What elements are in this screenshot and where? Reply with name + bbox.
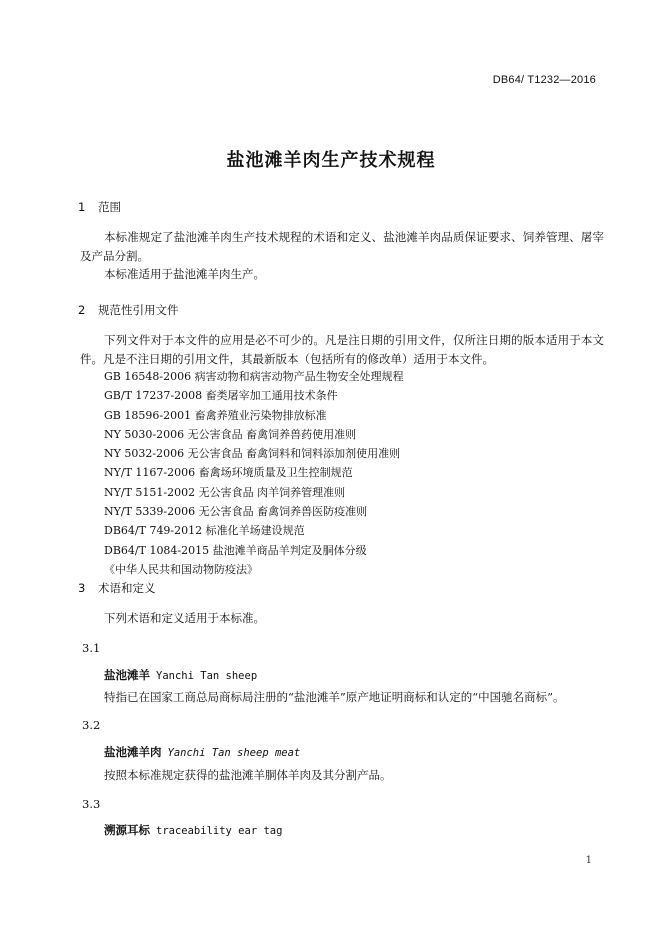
- reference-item: NY/T 5151-2002 无公害食品 肉羊饲养管理准则: [104, 485, 346, 499]
- section-1-heading: [78, 199, 121, 215]
- section-3-paragraph-1: 下列术语和定义适用于本标准。: [104, 611, 265, 625]
- section-2-heading: [78, 302, 179, 318]
- section-2-title: 规范性引用文件: [98, 303, 179, 317]
- clause-3-1-definition: 特指已在国家工商总局商标局注册的“盐池滩羊”原产地证明商标和认定的“中国驰名商标”。: [104, 690, 565, 704]
- clause-3-2-term: [104, 744, 300, 760]
- reference-item: NY 5030-2006 无公害食品 畜禽饲养兽药使用准则: [104, 427, 357, 441]
- clause-3-2-term-chinese: 盐池滩羊肉: [104, 745, 162, 759]
- document-code: DB64/ T1232—2016: [492, 74, 596, 86]
- clause-3-1-term-english: Yanchi Tan sheep: [156, 670, 258, 682]
- reference-item: GB 18596-2001 畜禽养殖业污染物排放标准: [104, 408, 327, 422]
- reference-item: NY/T 1167-2006 畜禽场环境质量及卫生控制规范: [104, 466, 353, 480]
- section-1-title: 范围: [98, 200, 121, 214]
- reference-item: NY 5032-2006 无公害食品 畜禽饲料和饲料添加剂使用准则: [104, 447, 401, 461]
- normative-reference-list: [104, 367, 404, 579]
- document-title: 盐池滩羊肉生产技术规程: [226, 150, 436, 171]
- section-1-paragraph-2: 本标准适用于盐池滩羊肉生产。: [104, 267, 265, 281]
- section-3-heading: [78, 580, 156, 596]
- clause-3-1-number: 3.1: [82, 641, 101, 655]
- reference-item: GB/T 17237-2008 畜类屠宰加工通用技术条件: [104, 389, 338, 403]
- section-1-number: 1: [78, 200, 86, 214]
- section-2-paragraph-1: 下列文件对于本文件的应用是必不可少的。凡是注日期的引用文件，仅所注日期的版本适用于本文件。凡是不注日期的引用文件，其最新版本（包括所有的修改单）适用于本文件。: [80, 333, 604, 366]
- clause-3-1-term-chinese: 盐池滩羊: [104, 668, 150, 682]
- reference-item: NY/T 5339-2006 无公害食品 畜禽饲养兽医防疫准则: [104, 505, 368, 519]
- clause-3-1-term: [104, 667, 257, 683]
- section-1-paragraph-1: 本标准规定了盐池滩羊肉生产技术规程的术语和定义、盐池滩羊肉品质保证要求、饲养管理、屠宰及产品分割。: [80, 230, 604, 263]
- clause-3-2-definition: 按照本标准规定获得的盐池滩羊胴体羊肉及其分割产品。: [104, 768, 392, 782]
- page-number: 1: [585, 855, 592, 866]
- reference-item: 《中华人民共和国动物防疫法》: [104, 562, 258, 576]
- reference-item: GB 16548-2006 病害动物和病害动物产品生物安全处理规程: [104, 370, 404, 383]
- clause-3-3-term: [104, 822, 282, 838]
- reference-item: DB64/T 749-2012 标准化羊场建设规范: [104, 524, 305, 538]
- section-2-number: 2: [78, 303, 86, 317]
- reference-item: DB64/T 1084-2015 盐池滩羊商品羊判定及胴体分级: [104, 543, 367, 557]
- section-3-number: 3: [78, 581, 86, 595]
- clause-3-3-number: 3.3: [82, 797, 101, 811]
- clause-3-3-term-chinese: 溯源耳标: [104, 823, 150, 837]
- clause-3-3-term-english: traceability ear tag: [156, 825, 283, 837]
- clause-3-2-term-english: Yanchi Tan sheep meat: [167, 747, 301, 759]
- section-3-title: 术语和定义: [98, 581, 156, 595]
- clause-3-2-number: 3.2: [82, 718, 101, 732]
